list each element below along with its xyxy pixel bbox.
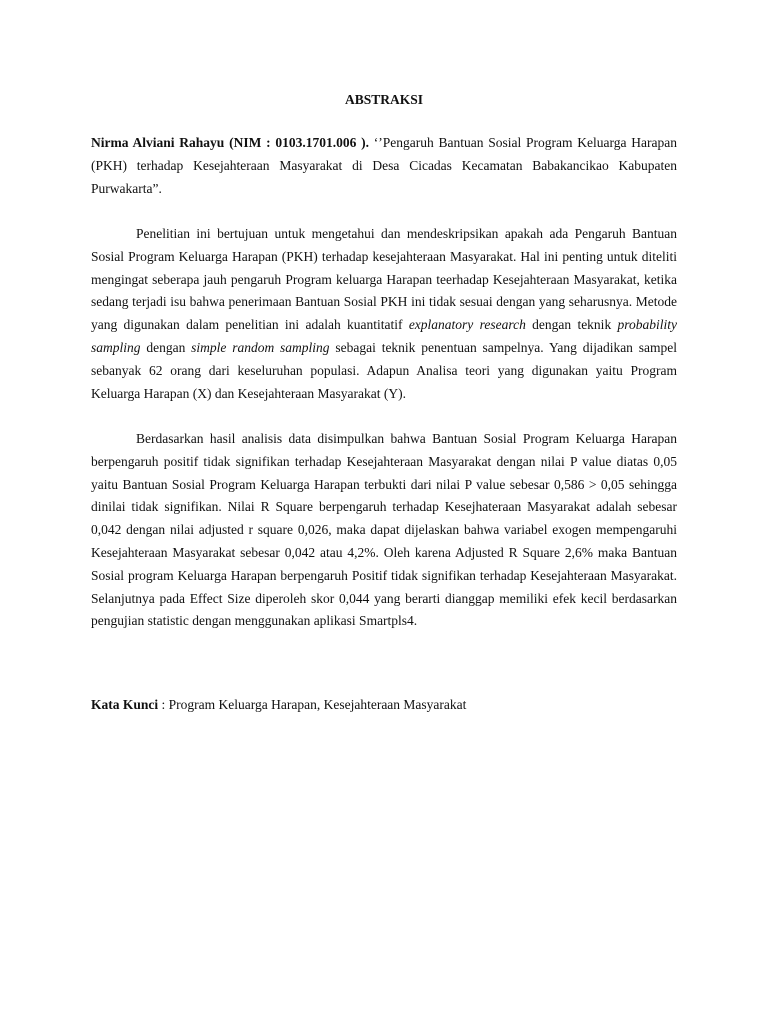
method-term-probability: probability sampling — [91, 317, 677, 355]
document-page — [91, 0, 677, 1024]
author-citation — [91, 132, 677, 200]
abstract-paragraph-method — [91, 223, 677, 405]
thesis-title: ‘’Pengaruh Bantuan Sosial Program Keluarga Harapan (PKH) terhadap Kesejahteraan Masyarakat di Desa Cicadas Kecamatan Babakancikao Kabupaten Purwakarta”. — [91, 135, 678, 196]
method-text-1: Penelitian ini bertujuan untuk mengetahui dan mendeskripsikan apakah ada Pengaruh Bantuan Sosial Program Keluarga Harapan (PKH) terhadap kesejahteraan Masyarakat. Hal ini penting untuk diteliti mengingat seberapa jauh pengaruh Program keluarga Harapan teerhadap Kesejahteraan Masyarakat, ketika sedang terjadi isu bahwa penerimaan Bantuan Sosial PKH ini tidak sesuai dengan yang seharusnya. Metode yang digunakan dalam penelitian ini adalah kuantitatif — [91, 226, 677, 333]
method-term-explanatory: explanatory research — [408, 317, 526, 333]
method-text-2: dengan teknik — [525, 317, 618, 333]
keywords-label: Kata Kunci — [91, 697, 159, 712]
abstract-heading: ABSTRAKSI — [344, 92, 424, 107]
abstract-paragraph-results: Berdasarkan hasil analisis data disimpulkan bahwa Bantuan Sosial Program Keluarga Harapan berpengaruh positif tidak signifikan terhadap Kesejahteraan Masyarakat dengan nilai P value diatas 0,05 yaitu Bantuan Sosial Program Keluarga Harapan terbukti dari nilai P value sebesar 0,586 > 0,05 sehingga dinilai tidak signifikan. Nilai R Square berpengaruh terhadap Kesejhateraan Masyarakat adalah sebesar 0,042 dengan nilai adjusted r square 0,026, maka dapat dijelaskan bahwa variabel exogen mempengaruhi Kesejahteraan Masyarakat sebesar 0,042 atau 4,2%. Oleh karena Adjusted R Square 2,6% maka Bantuan Sosial program Keluarga Harapan berpengaruh Positif tidak signifikan terhadap Kesejahteraan Masyarakat. Selanjutnya pada Effect Size diperoleh skor 0,044 yang berarti dianggap memiliki efek kecil berdasarkan pengujian statistic dengan menggunakan aplikasi Smartpls4. — [91, 431, 677, 629]
author-name: Nirma Alviani Rahayu (NIM : 0103.1701.006 ). — [91, 135, 369, 150]
keywords-line — [91, 694, 677, 717]
keywords-value: Program Keluarga Harapan, Kesejahteraan Masyarakat — [168, 697, 467, 712]
keywords-separator: : — [158, 697, 169, 712]
method-text-3: dengan — [140, 339, 192, 355]
method-term-simple-random: simple random sampling — [191, 339, 330, 355]
method-text-4: sebagai teknik penentuan sampelnya. Yang dijadikan sampel sebanyak 62 orang dari keseluruhan populasi. Adapun Analisa teori yang digunakan yaitu Program Keluarga Harapan (X) dan Kesejahteraan Masyarakat (Y). — [91, 339, 677, 401]
